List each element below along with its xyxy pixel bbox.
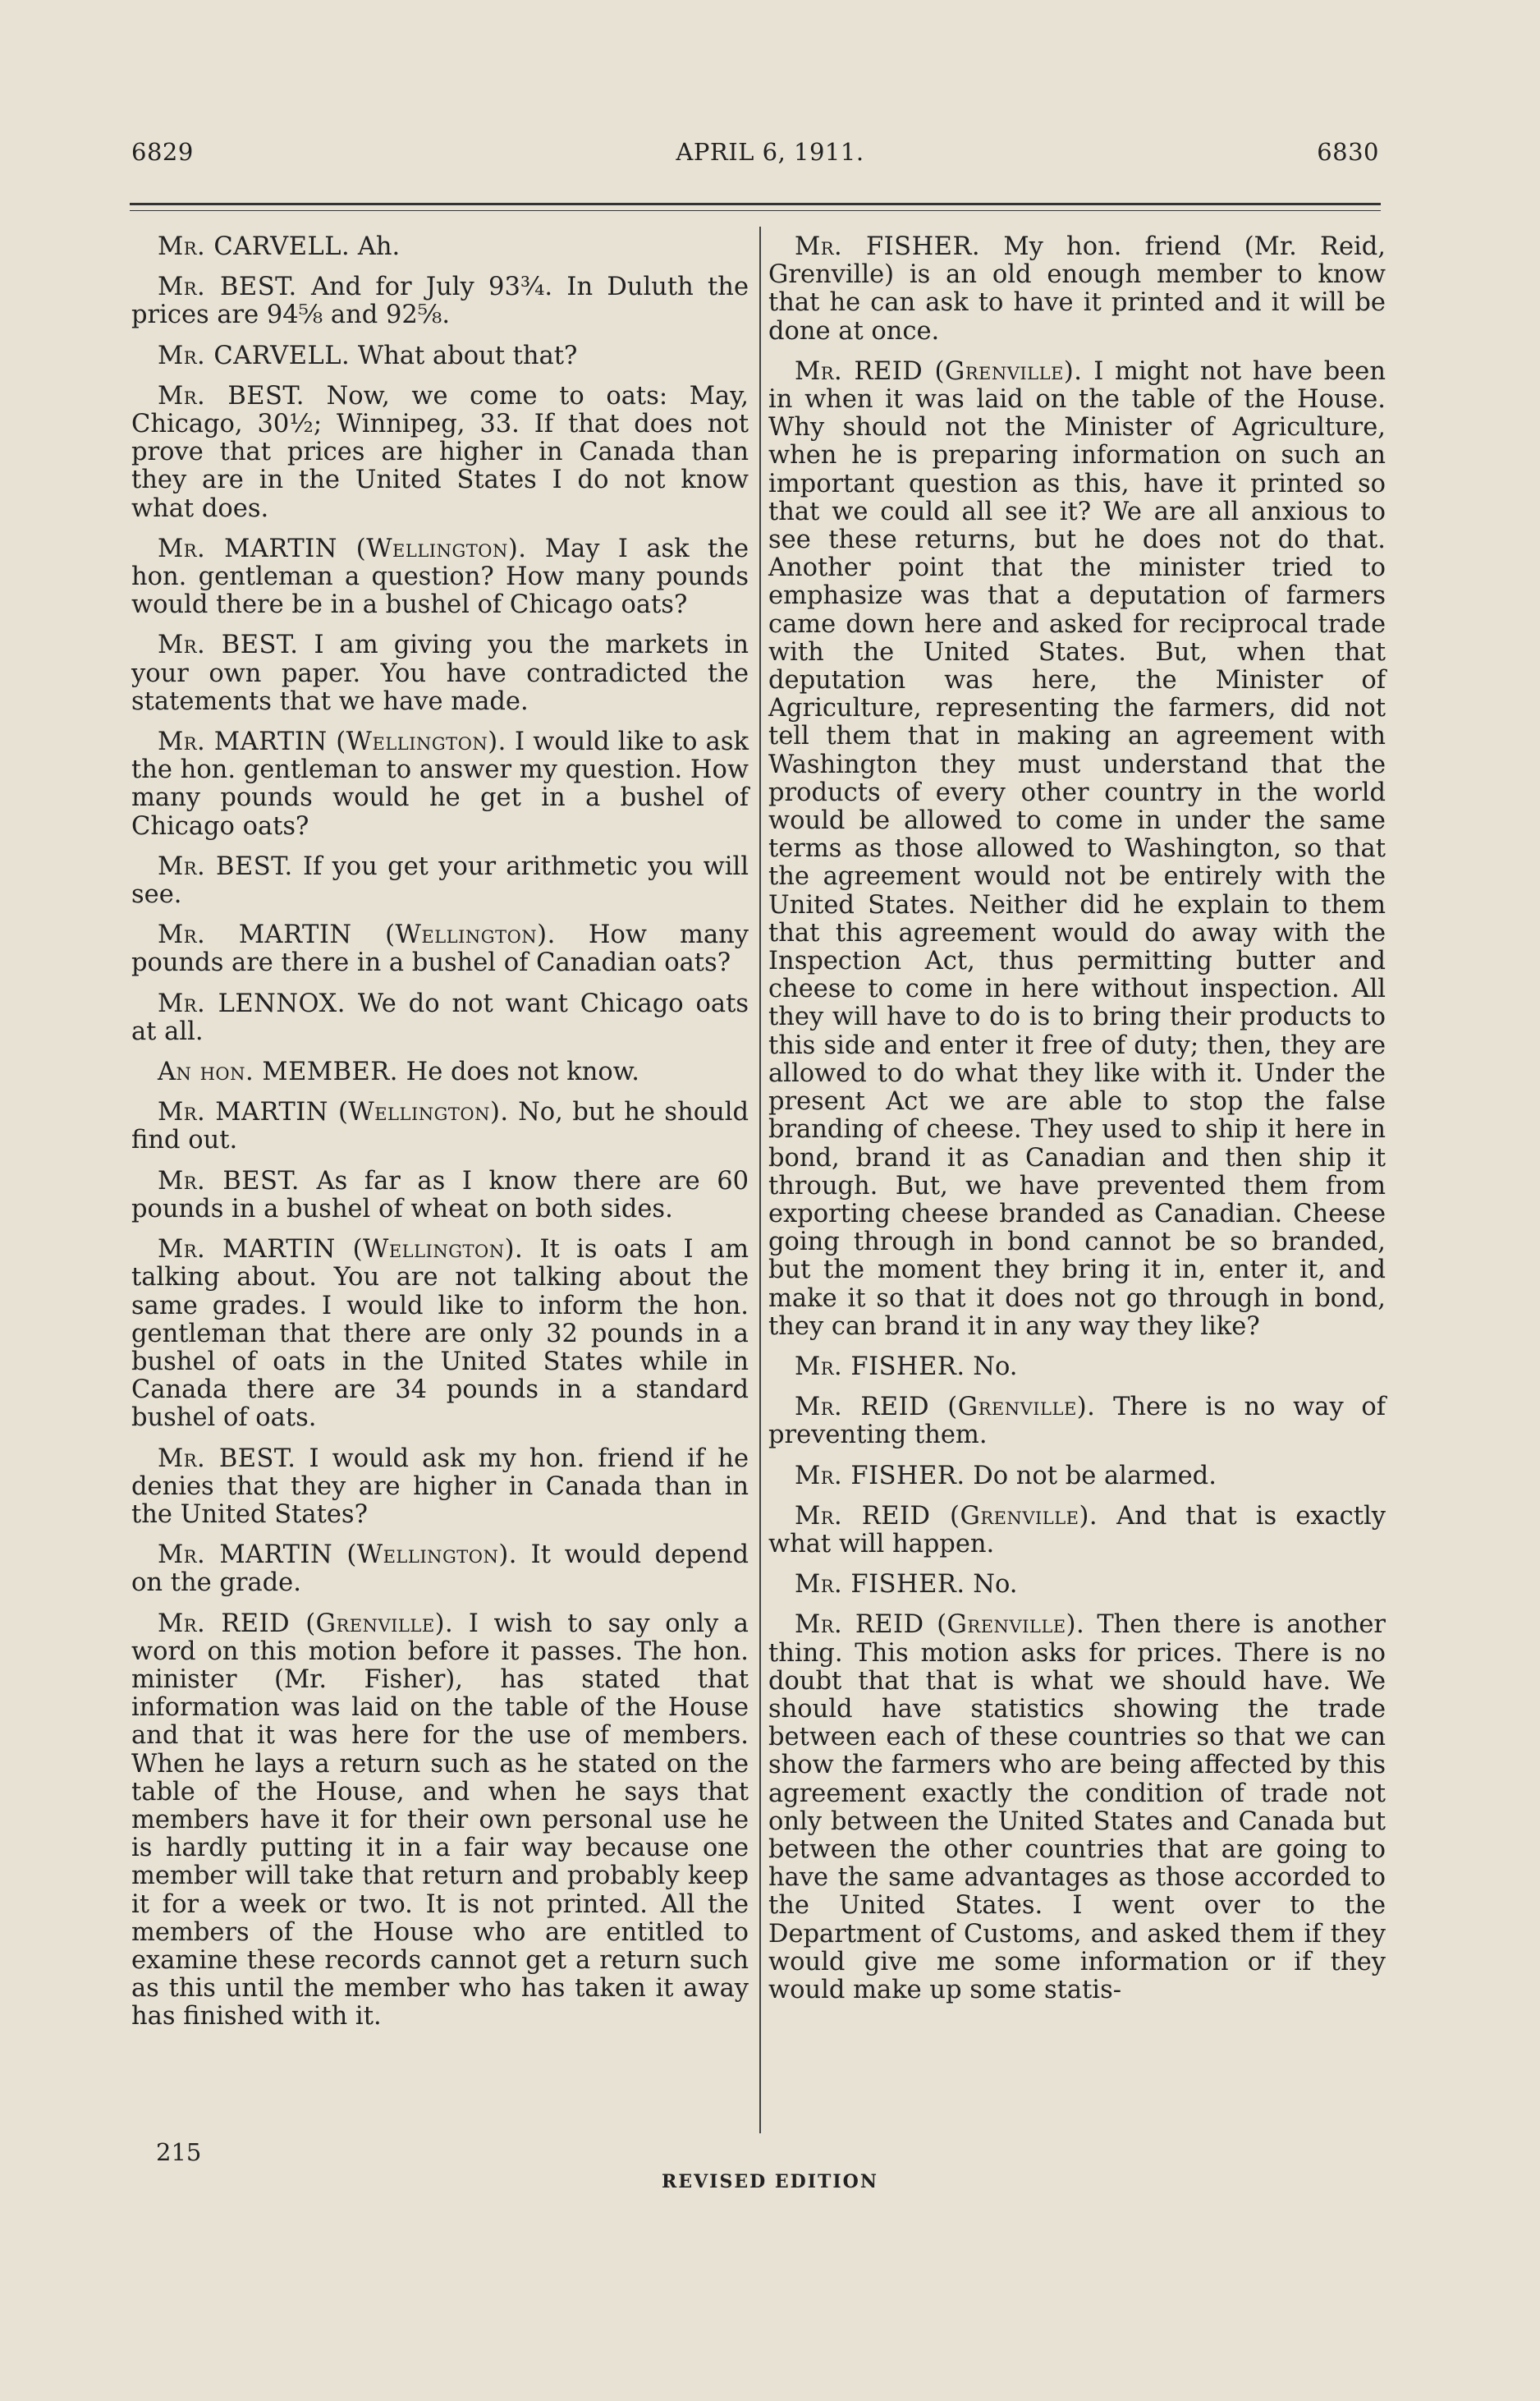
speech-paragraph bbox=[131, 631, 749, 716]
speaker: Mr. REID (Grenville). bbox=[795, 356, 1083, 386]
speech-paragraph bbox=[131, 728, 749, 841]
speech-paragraph bbox=[768, 1353, 1386, 1381]
footer-edition: REVISED EDITION bbox=[662, 2171, 878, 2192]
speaker: Mr. MARTIN (Wellington). bbox=[158, 1098, 509, 1127]
speech-text: What about that? bbox=[357, 341, 578, 370]
speech-paragraph bbox=[768, 1503, 1386, 1559]
speaker: Mr. MARTIN (Wellington). bbox=[158, 1540, 517, 1570]
speech-text: Then there is another thing. This motion asks for prices. There is no doubt that that is what we should have. We should have statistics showing the trade between each of these countries so that we can show the farmers who are being affected by this agreement exactly the condition of trade not only between the United States and Canada but between the other countries that are going to have the same advantages as those accorded to the United States. I went over to the Department of Customs, and asked them if they would give me some information or if they would make up some statis- bbox=[768, 1610, 1386, 2004]
speech-text: We do not want Chicago oats at all. bbox=[131, 989, 749, 1046]
speech-paragraph bbox=[131, 1236, 749, 1432]
speaker: Mr. MARTIN (Wellington). bbox=[158, 1235, 524, 1265]
header-page-left: 6829 bbox=[131, 138, 194, 166]
speech-paragraph bbox=[768, 1571, 1386, 1599]
speaker: Mr. BEST. bbox=[158, 631, 299, 660]
speech-text: There is no way of preventing them. bbox=[768, 1393, 1386, 1450]
speech-text: Ah. bbox=[357, 232, 401, 261]
speech-paragraph bbox=[768, 358, 1386, 1341]
speech-paragraph bbox=[131, 1541, 749, 1597]
speech-text: May I ask the hon. gentleman a question? How many pounds would there be in a bushel of Chicago oats? bbox=[131, 534, 749, 620]
speech-text: No, but he should find out. bbox=[131, 1098, 749, 1155]
header-rule-thick bbox=[130, 203, 1381, 205]
header-date: APRIL 6, 1911. bbox=[676, 138, 864, 166]
speech-paragraph bbox=[131, 1610, 749, 2031]
column-divider bbox=[759, 227, 761, 2133]
footer-page-number: 215 bbox=[156, 2138, 202, 2166]
speech-paragraph bbox=[131, 383, 749, 523]
speech-paragraph bbox=[768, 1611, 1386, 2004]
right-column bbox=[768, 233, 1386, 2017]
speaker: Mr. MARTIN (Wellington). bbox=[158, 728, 506, 757]
speech-text: I would ask my hon. friend if he denies that they are higher in Canada than in the United States? bbox=[131, 1444, 749, 1529]
header-page-right: 6830 bbox=[1317, 138, 1379, 166]
speaker: Mr. FISHER. bbox=[795, 1352, 965, 1381]
header-rule-thin bbox=[130, 210, 1381, 211]
speech-paragraph bbox=[131, 853, 749, 909]
speaker: Mr. BEST. bbox=[158, 852, 293, 881]
speaker: Mr. MARTIN (Wellington). bbox=[158, 534, 527, 563]
speaker: Mr. CARVELL. bbox=[158, 341, 351, 370]
speaker: Mr. REID (Grenville). bbox=[795, 1393, 1096, 1422]
speech-text: It would depend on the grade. bbox=[131, 1540, 749, 1598]
speaker: Mr. MARTIN (Wellington). bbox=[158, 920, 556, 950]
left-column bbox=[131, 233, 749, 2044]
speech-paragraph bbox=[131, 1445, 749, 1530]
speaker: Mr. FISHER. bbox=[795, 1461, 965, 1490]
speaker: Mr. BEST. bbox=[158, 273, 297, 302]
speech-text: He does not know. bbox=[406, 1058, 639, 1087]
speaker: Mr. LENNOX. bbox=[158, 989, 346, 1018]
speech-text: I am giving you the markets in your own paper. You have contradicted the statements that we have made. bbox=[131, 631, 749, 716]
speech-text: My hon. friend (Mr. Reid, Grenville) is an old enough member to know that he can ask to have it printed and it will be done at once. bbox=[768, 232, 1386, 346]
speech-paragraph bbox=[131, 342, 749, 370]
speech-text: I would like to ask the hon. gentleman to answer my question. How many pounds would he get in a bushel of Chicago oats? bbox=[131, 728, 749, 841]
speech-paragraph bbox=[131, 273, 749, 329]
speaker: Mr. FISHER. bbox=[795, 232, 981, 261]
speaker: Mr. FISHER. bbox=[795, 1570, 965, 1600]
speech-paragraph bbox=[131, 233, 749, 261]
speaker: Mr. REID (Grenville). bbox=[795, 1610, 1085, 1640]
speaker: Mr. BEST. bbox=[158, 1444, 296, 1473]
speech-text: It is oats I am talking about. You are not talking about the same grades. I would like to inform the hon. gentleman that there are only 32 pounds in a bushel of oats in the United States while in Canada there are 34 pounds in a standard bushel of oats. bbox=[131, 1235, 749, 1433]
speaker: Mr. BEST. bbox=[158, 381, 305, 411]
speech-text: I wish to say only a word on this motion before it passes. The hon. minister (Mr. Fisher), has stated that information was laid on the table of the House and that it was here for the use of members. When he lays a return such as he stated on the table of the House, and when he says that members have it for their own personal use he is hardly putting it in a fair way because one member will take that return and probably keep it for a week or two. It is not printed. All the members of the House who are entitled to examine these records cannot get a return such as this until the member who has taken it away has finished with it. bbox=[131, 1609, 749, 2031]
speech-text: And for July 93¾. In Duluth the prices are 94⅝ and 92⅝. bbox=[131, 273, 749, 330]
speech-text: I might not have been in when it was laid on the table of the House. Why should not the Minister of Agriculture, when he is preparing information on such an important question as this, have it printed so that we could all see it? We are all anxious to see these returns, but he does not do that. Another point that the minister tried to emphasize was that a deputation of farmers came down here and asked for reciprocal trade with the United States. But, when that deputation was here, the Minister of Agriculture, representing the farmers, did not tell them that in making an agreement with Washington they must understand that the products of every other country in the world would be allowed to come in under the same terms as those allowed to Washington, so that the agreement would not be entirely with the United States. Neither did he explain to them that this agreement would do away with the Inspection Act, thus permitting butter and cheese to come in here without inspection. All they will have to do is to bring their products to this side and enter it free of duty; then, they are allowed to do what they like with it. Under the present Act we are able to stop the false branding of cheese. They used to ship it here in bond, brand it as Canadian and then ship it through. But, we have prevented them from exporting cheese branded as Canadian. Cheese going through in bond cannot be so branded, but the moment they bring it in, enter it, and make it so that it does not go through in bond, they can brand it in any way they like? bbox=[768, 356, 1386, 1341]
speech-text: Do not be alarmed. bbox=[973, 1461, 1217, 1490]
speech-paragraph bbox=[768, 233, 1386, 346]
speaker: Mr. BEST. bbox=[158, 1166, 300, 1196]
speech-text: As far as I know there are 60 pounds in a bushel of wheat on both sides. bbox=[131, 1166, 749, 1223]
speech-paragraph bbox=[131, 1168, 749, 1223]
speech-text: How many pounds are there in a bushel of Canadian oats? bbox=[131, 920, 749, 978]
speech-paragraph bbox=[131, 921, 749, 977]
speech-paragraph bbox=[131, 1058, 749, 1086]
speech-text: If you get your arithmetic you will see. bbox=[131, 852, 749, 910]
speaker: Mr. REID (Grenville). bbox=[795, 1501, 1098, 1531]
speaker: An hon. MEMBER. bbox=[158, 1058, 398, 1087]
speech-paragraph bbox=[131, 1099, 749, 1155]
speaker: Mr. CARVELL. bbox=[158, 232, 351, 261]
speech-text: And that is exactly what will happen. bbox=[768, 1501, 1386, 1559]
speech-paragraph bbox=[768, 1393, 1386, 1449]
speaker: Mr. REID (Grenville). bbox=[158, 1609, 454, 1638]
speech-text: No. bbox=[973, 1570, 1018, 1600]
speech-paragraph bbox=[131, 990, 749, 1046]
speech-text: Now, we come to oats: May, Chicago, 30½; Winnipeg, 33. If that does not prove that prices are higher in Canada than they are in the United States I do not know what does. bbox=[131, 381, 749, 523]
speech-text: No. bbox=[973, 1352, 1018, 1381]
speech-paragraph bbox=[768, 1462, 1386, 1490]
speech-paragraph bbox=[131, 535, 749, 620]
